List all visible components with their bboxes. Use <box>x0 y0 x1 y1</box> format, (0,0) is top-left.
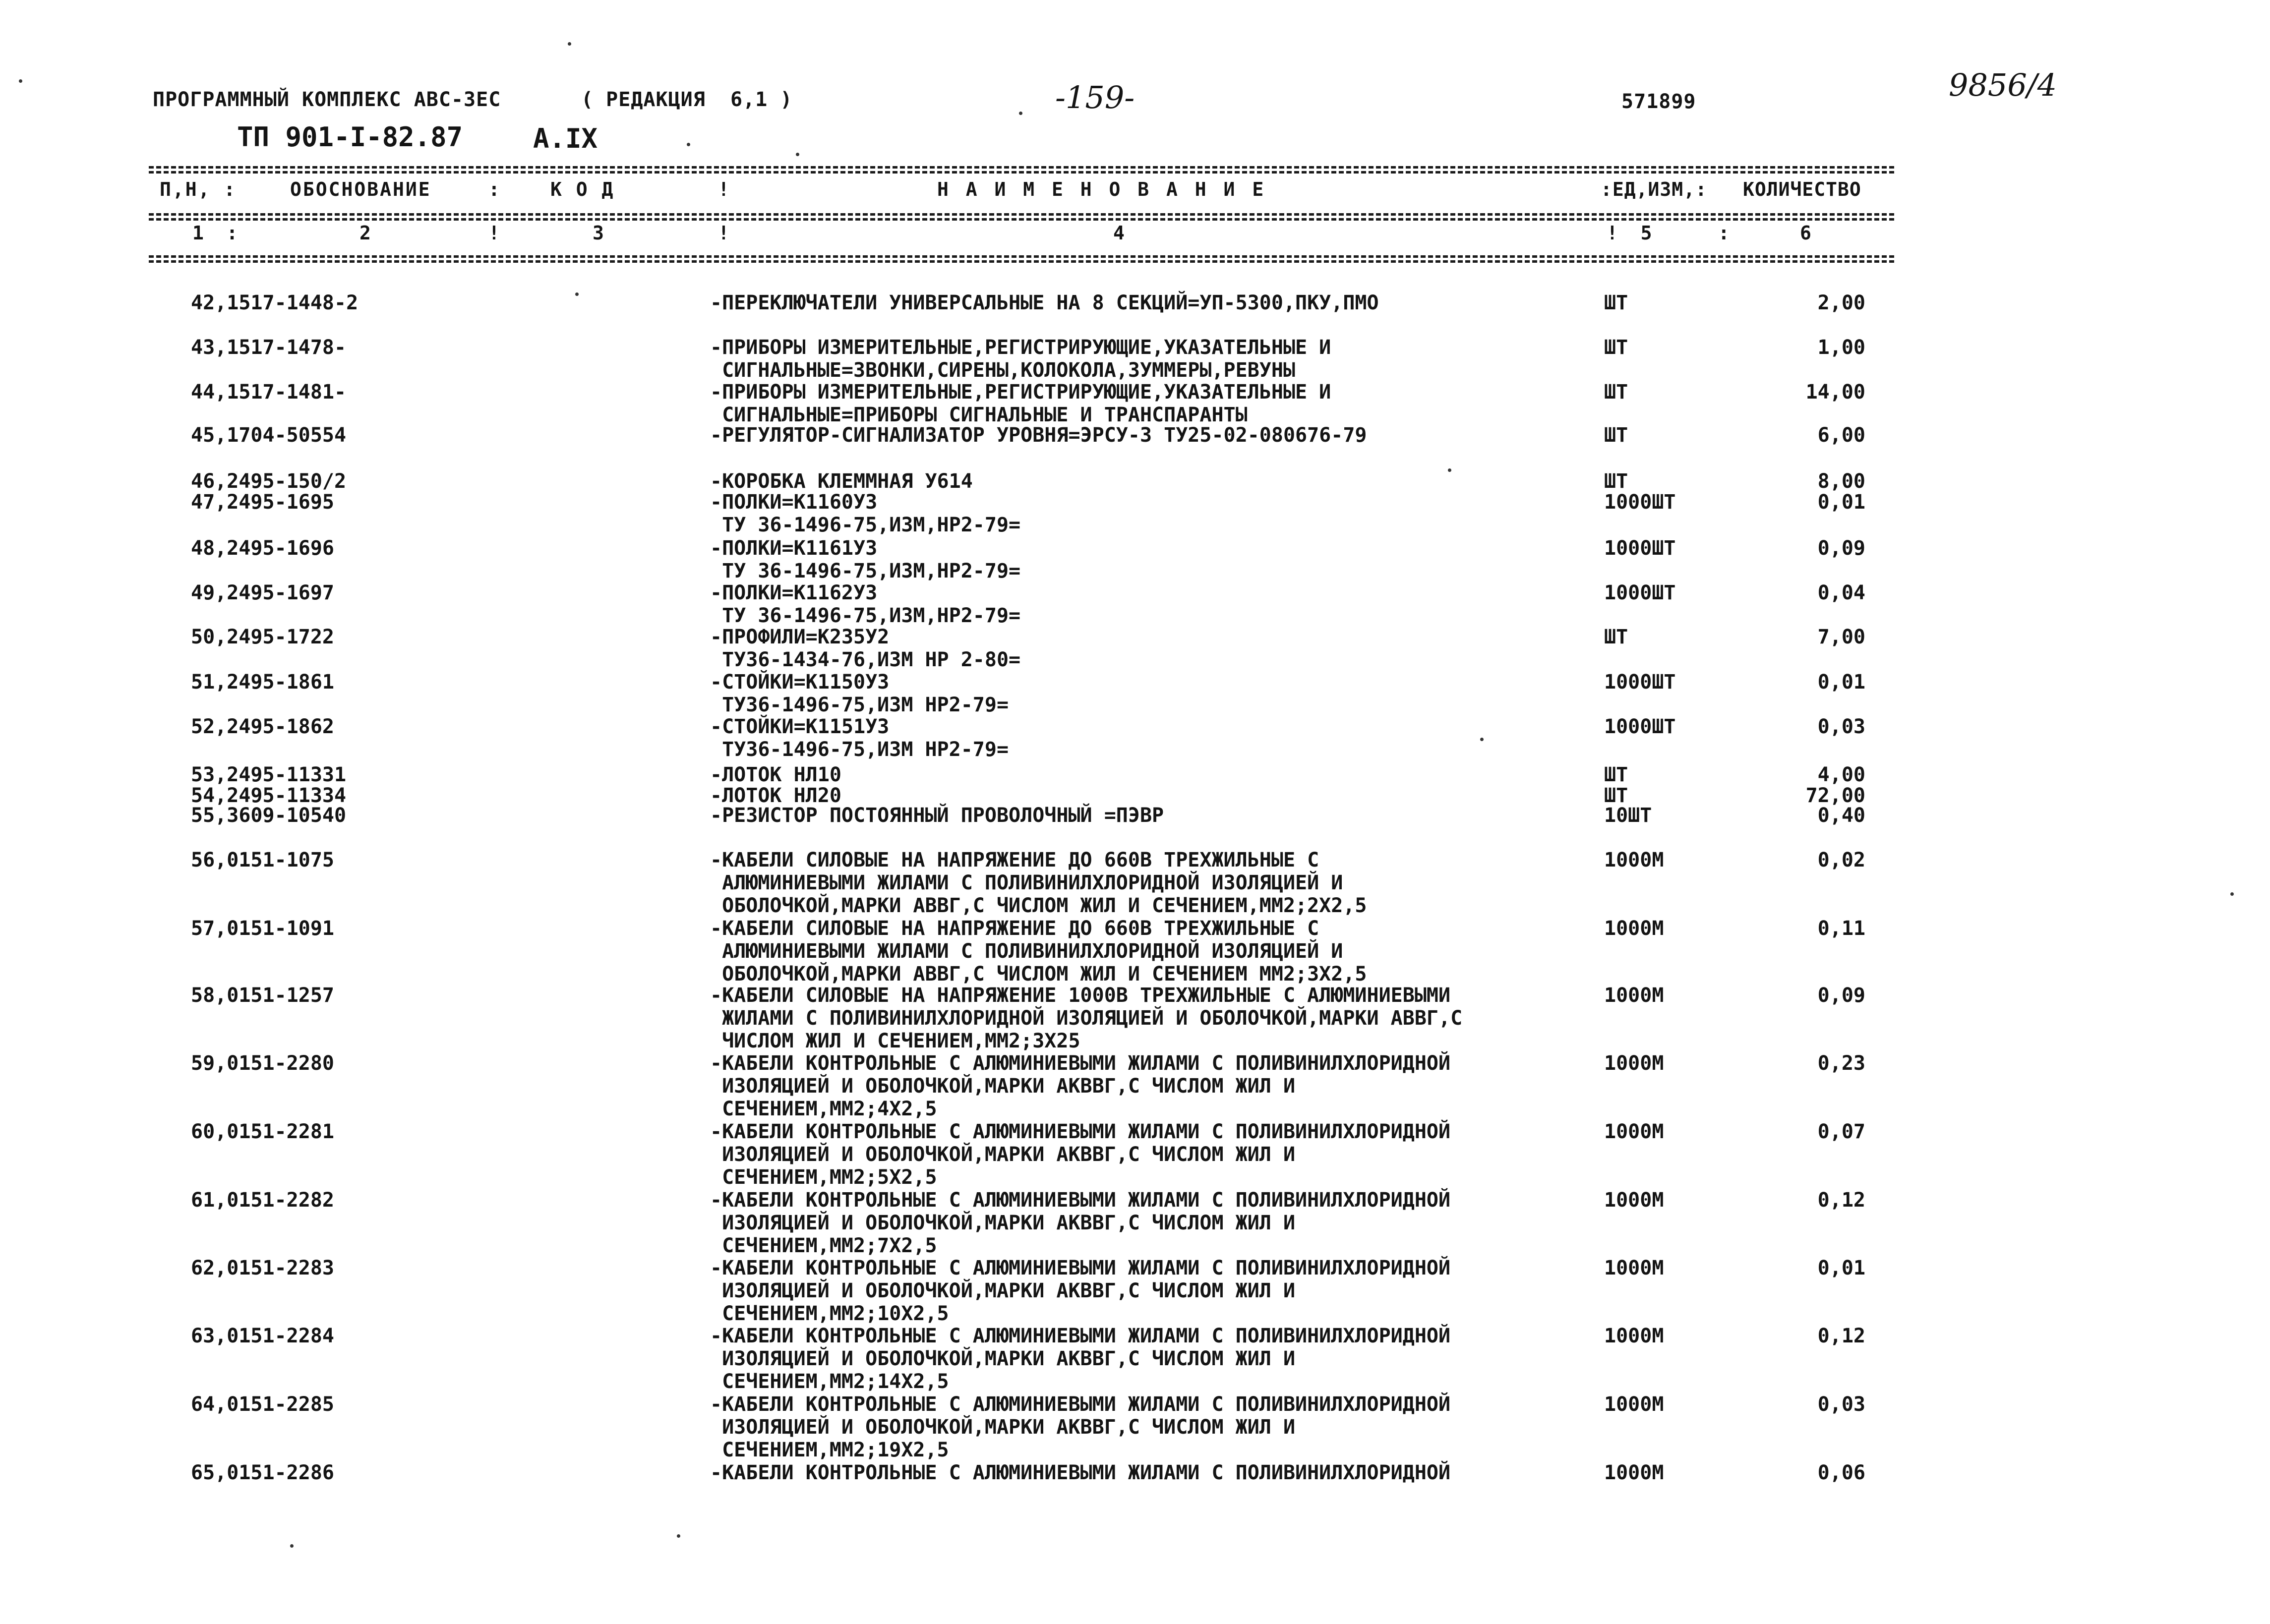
row-name: -ПОЛКИ=К1160У3 ТУ 36-1496-75,ИЗМ,НР2-79= <box>710 491 1021 536</box>
row-unit: 1000ШТ <box>1604 581 1676 604</box>
row-name: -ПРОФИЛИ=К235У2 ТУ36-1434-76,ИЗМ НР 2-80= <box>710 626 1021 671</box>
row-unit: 1000М <box>1604 1325 1664 1347</box>
row-name: -ПЕРЕКЛЮЧАТЕЛИ УНИВЕРСАЛЬНЫЕ НА 8 СЕКЦИЙ=УП-5300,ПКУ,ПМО <box>710 291 1379 314</box>
row-name: -КАБЕЛИ КОНТРОЛЬНЫЕ С АЛЮМИНИЕВЫМИ ЖИЛАМИ С ПОЛИВИНИЛХЛОРИДНОЙ ИЗОЛЯЦИЕЙ И ОБОЛОЧКОЙ,МАРКИ АКВВГ,С ЧИСЛОМ ЖИЛ И СЕЧЕНИЕМ,ММ2;19Х2,5 <box>710 1393 1451 1461</box>
row-quantity: 0,02 <box>1817 849 1865 871</box>
col-number-sep-b: ! <box>718 222 729 244</box>
row-unit: ШТ <box>1604 291 1628 314</box>
row-basis: 56,0151-1075 <box>191 849 334 871</box>
row-name: -КАБЕЛИ СИЛОВЫЕ НА НАПРЯЖЕНИЕ ДО 660В ТРЕХЖИЛЬНЫЕ С АЛЮМИНИЕВЫМИ ЖИЛАМИ С ПОЛИВИНИЛХЛОРИДНОЙ ИЗОЛЯЦИЕЙ И ОБОЛОЧКОЙ,МАРКИ АВВГ,С ЧИСЛОМ ЖИЛ И СЕЧЕНИЕМ ММ2;3Х2,5 <box>710 917 1367 986</box>
row-name: -ЛОТОК НЛ10 <box>710 763 841 786</box>
row-unit: 1000М <box>1604 917 1664 940</box>
row-quantity: 0,12 <box>1817 1189 1865 1212</box>
row-basis: 48,2495-1696 <box>191 537 334 560</box>
project-number: ТП 901-I-82.87 <box>237 121 463 153</box>
col-number-6: 6 <box>1800 222 1811 244</box>
row-quantity: 1,00 <box>1817 336 1865 359</box>
row-unit: 10ШТ <box>1604 804 1652 827</box>
row-name: -КАБЕЛИ КОНТРОЛЬНЫЕ С АЛЮМИНИЕВЫМИ ЖИЛАМИ С ПОЛИВИНИЛХЛОРИДНОЙ <box>710 1461 1451 1484</box>
row-unit: 1000М <box>1604 1393 1664 1416</box>
row-unit: ШТ <box>1604 381 1628 404</box>
row-basis: 50,2495-1722 <box>191 626 334 648</box>
row-quantity: 0,07 <box>1817 1120 1865 1143</box>
page-number: -159- <box>1055 79 1135 116</box>
row-unit: ШТ <box>1604 784 1628 807</box>
scan-speck <box>1448 468 1451 472</box>
row-unit: 1000М <box>1604 984 1664 1007</box>
row-basis: 59,0151-2280 <box>191 1052 334 1075</box>
row-name: -КАБЕЛИ СИЛОВЫЕ НА НАПРЯЖЕНИЕ ДО 660В ТРЕХЖИЛЬНЫЕ С АЛЮМИНИЕВЫМИ ЖИЛАМИ С ПОЛИВИНИЛХЛОРИДНОЙ ИЗОЛЯЦИЕЙ И ОБОЛОЧКОЙ,МАРКИ АВВГ,С ЧИСЛОМ ЖИЛ И СЕЧЕНИЕМ,ММ2;2Х2,5 <box>710 849 1367 917</box>
row-basis: 44,1517-1481- <box>191 381 347 404</box>
row-unit: 1000ШТ <box>1604 671 1676 694</box>
row-name: -КАБЕЛИ КОНТРОЛЬНЫЕ С АЛЮМИНИЕВЫМИ ЖИЛАМИ С ПОЛИВИНИЛХЛОРИДНОЙ ИЗОЛЯЦИЕЙ И ОБОЛОЧКОЙ,МАРКИ АКВВГ,С ЧИСЛОМ ЖИЛ И СЕЧЕНИЕМ,ММ2;10Х2,5 <box>710 1257 1451 1325</box>
row-quantity: 8,00 <box>1817 470 1865 493</box>
col-sep-1: : <box>488 178 501 200</box>
row-name: -КАБЕЛИ КОНТРОЛЬНЫЕ С АЛЮМИНИЕВЫМИ ЖИЛАМИ С ПОЛИВИНИЛХЛОРИДНОЙ ИЗОЛЯЦИЕЙ И ОБОЛОЧКОЙ,МАРКИ АКВВГ,С ЧИСЛОМ ЖИЛ И СЕЧЕНИЕМ,ММ2;7Х2,5 <box>710 1189 1451 1257</box>
row-basis: 57,0151-1091 <box>191 917 334 940</box>
document-code: 571899 <box>1621 90 1696 113</box>
row-name: -КАБЕЛИ КОНТРОЛЬНЫЕ С АЛЮМИНИЕВЫМИ ЖИЛАМИ С ПОЛИВИНИЛХЛОРИДНОЙ ИЗОЛЯЦИЕЙ И ОБОЛОЧКОЙ,МАРКИ АКВВГ,С ЧИСЛОМ ЖИЛ И СЕЧЕНИЕМ,ММ2;4Х2,5 <box>710 1052 1451 1120</box>
archive-number: 9856/4 <box>1949 67 2057 103</box>
row-name: -ПОЛКИ=К1161У3 ТУ 36-1496-75,ИЗМ,НР2-79= <box>710 537 1021 582</box>
row-quantity: 72,00 <box>1805 784 1865 807</box>
row-quantity: 0,40 <box>1817 804 1865 827</box>
row-basis: 55,3609-10540 <box>191 804 347 827</box>
row-unit: 1000ШТ <box>1604 537 1676 560</box>
col-code-header: К О Д <box>550 178 615 200</box>
row-quantity: 0,06 <box>1817 1461 1865 1484</box>
row-quantity: 0,04 <box>1817 581 1865 604</box>
scan-speck <box>575 292 579 296</box>
scan-speck <box>2230 892 2234 896</box>
row-quantity: 0,11 <box>1817 917 1865 940</box>
row-quantity: 0,09 <box>1817 984 1865 1007</box>
col-number-sep-a: ! <box>488 222 500 244</box>
row-basis: 51,2495-1861 <box>191 671 334 694</box>
row-basis: 47,2495-1695 <box>191 491 334 514</box>
row-quantity: 2,00 <box>1817 291 1865 314</box>
row-name: -ПРИБОРЫ ИЗМЕРИТЕЛЬНЫЕ,РЕГИСТРИРУЮЩИЕ,УКАЗАТЕЛЬНЫЕ И СИГНАЛЬНЫЕ=ПРИБОРЫ СИГНАЛЬНЫЕ И ТРАНСПАРАНТЫ <box>710 381 1331 426</box>
row-basis: 43,1517-1478- <box>191 336 347 359</box>
row-basis: 49,2495-1697 <box>191 581 334 604</box>
scan-speck <box>290 1544 294 1548</box>
row-quantity: 0,01 <box>1817 671 1865 694</box>
row-basis: 62,0151-2283 <box>191 1257 334 1279</box>
scan-speck <box>796 153 799 156</box>
scan-speck <box>687 143 690 146</box>
col-item-header: П,Н, : <box>160 178 237 200</box>
scan-speck <box>19 79 22 83</box>
row-basis: 58,0151-1257 <box>191 984 334 1007</box>
row-quantity: 0,03 <box>1817 715 1865 738</box>
row-name: -СТОЙКИ=К1151У3 ТУ36-1496-75,ИЗМ НР2-79= <box>710 715 1009 761</box>
row-basis: 45,1704-50554 <box>191 424 347 447</box>
row-quantity: 0,03 <box>1817 1393 1865 1416</box>
col-number-4: 4 <box>1113 222 1125 244</box>
row-unit: 1000ШТ <box>1604 715 1676 738</box>
row-name: -РЕГУЛЯТОР-СИГНАЛИЗАТОР УРОВНЯ=ЭРСУ-3 ТУ25-02-080676-79 <box>710 424 1367 447</box>
album-label: А.IX <box>533 123 598 154</box>
row-name: -СТОЙКИ=К1150У3 ТУ36-1496-75,ИЗМ НР2-79= <box>710 671 1009 716</box>
row-name: -ЛОТОК НЛ20 <box>710 784 841 807</box>
row-basis: 65,0151-2286 <box>191 1461 334 1484</box>
row-basis: 64,0151-2285 <box>191 1393 334 1416</box>
row-unit: ШТ <box>1604 470 1628 493</box>
col-number-3: 3 <box>593 222 604 244</box>
scan-speck <box>677 1534 680 1538</box>
row-unit: 1000М <box>1604 1189 1664 1212</box>
row-unit: 1000ШТ <box>1604 491 1676 514</box>
row-unit: ШТ <box>1604 336 1628 359</box>
col-number-sep-c: : <box>1718 222 1730 244</box>
col-qty-header: КОЛИЧЕСТВО <box>1743 178 1861 200</box>
col-name-header: Н А И М Е Н О В А Н И Е <box>937 178 1267 200</box>
row-name: -КОРОБКА КЛЕММНАЯ У614 <box>710 470 973 493</box>
row-basis: 53,2495-11331 <box>191 763 347 786</box>
row-quantity: 4,00 <box>1817 763 1865 786</box>
scan-speck <box>568 42 571 46</box>
row-quantity: 0,01 <box>1817 1257 1865 1279</box>
row-basis: 60,0151-2281 <box>191 1120 334 1143</box>
row-name: -КАБЕЛИ КОНТРОЛЬНЫЕ С АЛЮМИНИЕВЫМИ ЖИЛАМИ С ПОЛИВИНИЛХЛОРИДНОЙ ИЗОЛЯЦИЕЙ И ОБОЛОЧКОЙ,МАРКИ АКВВГ,С ЧИСЛОМ ЖИЛ И СЕЧЕНИЕМ,ММ2;14Х2,5 <box>710 1325 1451 1393</box>
row-name: -КАБЕЛИ КОНТРОЛЬНЫЕ С АЛЮМИНИЕВЫМИ ЖИЛАМИ С ПОЛИВИНИЛХЛОРИДНОЙ ИЗОЛЯЦИЕЙ И ОБОЛОЧКОЙ,МАРКИ АКВВГ,С ЧИСЛОМ ЖИЛ И СЕЧЕНИЕМ,ММ2;5Х2,5 <box>710 1120 1451 1189</box>
row-unit: ШТ <box>1604 424 1628 447</box>
row-unit: 1000М <box>1604 1461 1664 1484</box>
row-quantity: 0,12 <box>1817 1325 1865 1347</box>
row-basis: 52,2495-1862 <box>191 715 334 738</box>
col-basis-header: ОБОСНОВАНИЕ <box>290 178 431 200</box>
row-basis: 61,0151-2282 <box>191 1189 334 1212</box>
row-name: -ПРИБОРЫ ИЗМЕРИТЕЛЬНЫЕ,РЕГИСТРИРУЮЩИЕ,УКАЗАТЕЛЬНЫЕ И СИГНАЛЬНЫЕ=ЗВОНКИ,СИРЕНЫ,КОЛОКОЛА,ЗУММЕРЫ,РЕВУНЫ <box>710 336 1331 382</box>
row-unit: 1000М <box>1604 1052 1664 1075</box>
row-quantity: 6,00 <box>1817 424 1865 447</box>
row-basis: 63,0151-2284 <box>191 1325 334 1347</box>
row-unit: ШТ <box>1604 763 1628 786</box>
program-title: ПРОГРАММНЫЙ КОМПЛЕКС АВС-3ЕС <box>153 88 501 111</box>
row-basis: 54,2495-11334 <box>191 784 347 807</box>
row-quantity: 14,00 <box>1805 381 1865 404</box>
row-quantity: 7,00 <box>1817 626 1865 648</box>
row-quantity: 0,01 <box>1817 491 1865 514</box>
row-unit: 1000М <box>1604 1120 1664 1143</box>
row-name: -ПОЛКИ=К1162У3 ТУ 36-1496-75,ИЗМ,НР2-79= <box>710 581 1021 627</box>
row-unit: 1000М <box>1604 849 1664 871</box>
row-unit: 1000М <box>1604 1257 1664 1279</box>
scan-speck <box>1480 738 1484 741</box>
row-unit: ШТ <box>1604 626 1628 648</box>
row-basis: 42,1517-1448-2 <box>191 291 358 314</box>
row-name: -КАБЕЛИ СИЛОВЫЕ НА НАПРЯЖЕНИЕ 1000В ТРЕХЖИЛЬНЫЕ С АЛЮМИНИЕВЫМИ ЖИЛАМИ С ПОЛИВИНИЛХЛОРИДНОЙ ИЗОЛЯЦИЕЙ И ОБОЛОЧКОЙ,МАРКИ АВВГ,С ЧИСЛОМ ЖИЛ И СЕЧЕНИЕМ,ММ2;3Х25 <box>710 984 1463 1052</box>
col-sep-2: ! <box>718 178 731 200</box>
row-quantity: 0,09 <box>1817 537 1865 560</box>
col-number-1: 1 : <box>192 222 238 244</box>
row-name: -РЕЗИСТОР ПОСТОЯННЫЙ ПРОВОЛОЧНЫЙ =ПЭВР <box>710 804 1164 827</box>
col-unit-header: :ЕД,ИЗМ,: <box>1601 178 1707 200</box>
col-number-2: 2 <box>359 222 371 244</box>
row-quantity: 0,23 <box>1817 1052 1865 1075</box>
row-basis: 46,2495-150/2 <box>191 470 347 493</box>
edition-label: ( РЕДАКЦИЯ 6,1 ) <box>581 88 793 111</box>
col-number-5: ! 5 <box>1607 222 1652 244</box>
scan-speck <box>1019 112 1022 115</box>
